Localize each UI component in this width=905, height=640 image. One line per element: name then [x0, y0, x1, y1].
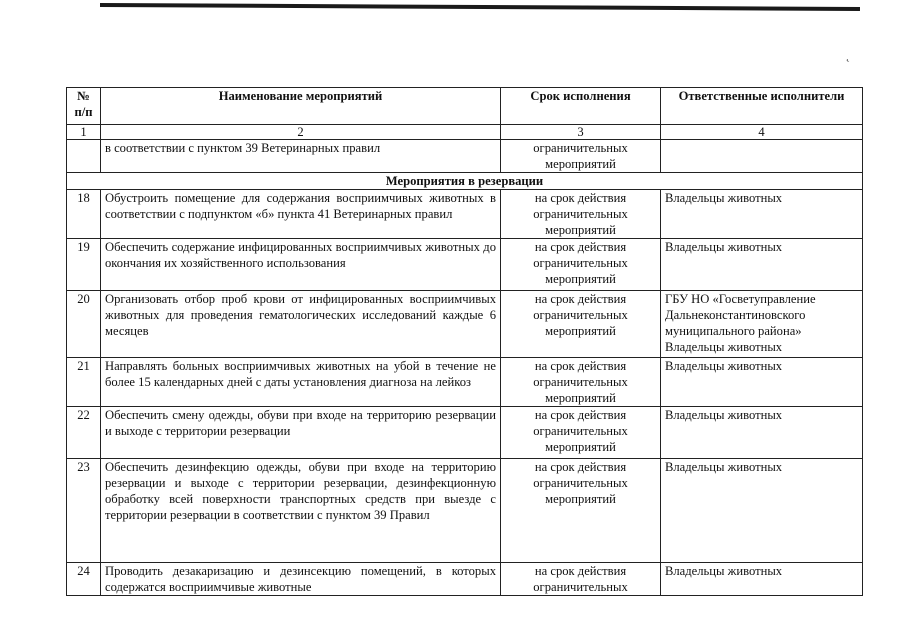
table-header-row: [67, 88, 863, 125]
column-number: 3: [501, 125, 661, 140]
column-number: 2: [101, 125, 501, 140]
row-responsible: [661, 140, 863, 173]
scan-top-line: [100, 3, 860, 11]
row-term: на срок действия ограничительных мероприятий: [501, 407, 661, 459]
row-responsible: ГБУ НО «Госветуправление Дальнеконстантиновского муниципального района» Владельцы животных: [661, 291, 863, 358]
section-title: Мероприятия в резервации: [67, 173, 863, 190]
row-term: на срок действия ограничительных мероприятий: [501, 190, 661, 239]
row-number: 24: [67, 563, 101, 596]
table-row: [67, 358, 863, 407]
row-responsible: Владельцы животных: [661, 239, 863, 291]
row-responsible: Владельцы животных: [661, 563, 863, 596]
row-number: 23: [67, 459, 101, 563]
row-term: на срок действия ограничительных мероприятий: [501, 239, 661, 291]
row-number: 21: [67, 358, 101, 407]
table-row: [67, 563, 863, 596]
row-action: Организовать отбор проб крови от инфицированных восприимчивых животных для проведения гематологических исследований каждые 6 месяцев: [101, 291, 501, 358]
row-number: [67, 140, 101, 173]
column-number-row: [67, 125, 863, 140]
column-number: 1: [67, 125, 101, 140]
row-action: Обеспечить смену одежды, обуви при входе на территорию резервации и выходе с территории резервации: [101, 407, 501, 459]
row-responsible: Владельцы животных: [661, 407, 863, 459]
column-number: 4: [661, 125, 863, 140]
section-row: [67, 173, 863, 190]
row-action: в соответствии с пунктом 39 Ветеринарных правил: [101, 140, 501, 173]
row-term: на срок действия ограничительных: [501, 563, 661, 596]
row-number: 20: [67, 291, 101, 358]
row-responsible: Владельцы животных: [661, 358, 863, 407]
row-number: 22: [67, 407, 101, 459]
row-term: на срок действия ограничительных мероприятий: [501, 291, 661, 358]
row-term: ограничительных мероприятий: [501, 140, 661, 173]
row-number: 18: [67, 190, 101, 239]
row-action: Направлять больных восприимчивых животных на убой в течение не более 15 календарных дней с даты установления диагноза на лейкоз: [101, 358, 501, 407]
scan-speck: ˛: [846, 48, 850, 62]
header-term: Срок исполнения: [501, 88, 661, 125]
measures-table: [66, 87, 863, 596]
row-number: 19: [67, 239, 101, 291]
table-row-continued: [67, 140, 863, 173]
row-action: Обеспечить дезинфекцию одежды, обуви при входе на территорию резервации и выходе с территории резервации, дезинфекционную обработку всей поверхности транспортных средств при выезде с территории резервации в соответствии с пунктом 39 Правил: [101, 459, 501, 563]
table-row: [67, 190, 863, 239]
row-action: Обустроить помещение для содержания восприимчивых животных в соответствии с подпунктом «б» пункта 41 Ветеринарных правил: [101, 190, 501, 239]
table-row: [67, 239, 863, 291]
row-action: Обеспечить содержание инфицированных восприимчивых животных до окончания их хозяйственного использования: [101, 239, 501, 291]
row-term: на срок действия ограничительных мероприятий: [501, 459, 661, 563]
table-row: [67, 291, 863, 358]
row-responsible: Владельцы животных: [661, 459, 863, 563]
table-row: [67, 407, 863, 459]
header-responsible: Ответственные исполнители: [661, 88, 863, 125]
row-term: на срок действия ограничительных мероприятий: [501, 358, 661, 407]
table-row: [67, 459, 863, 563]
row-responsible: Владельцы животных: [661, 190, 863, 239]
header-action: Наименование мероприятий: [101, 88, 501, 125]
header-num: № п/п: [67, 88, 101, 125]
row-action: Проводить дезакаризацию и дезинсекцию помещений, в которых содержатся восприимчивые животные: [101, 563, 501, 596]
